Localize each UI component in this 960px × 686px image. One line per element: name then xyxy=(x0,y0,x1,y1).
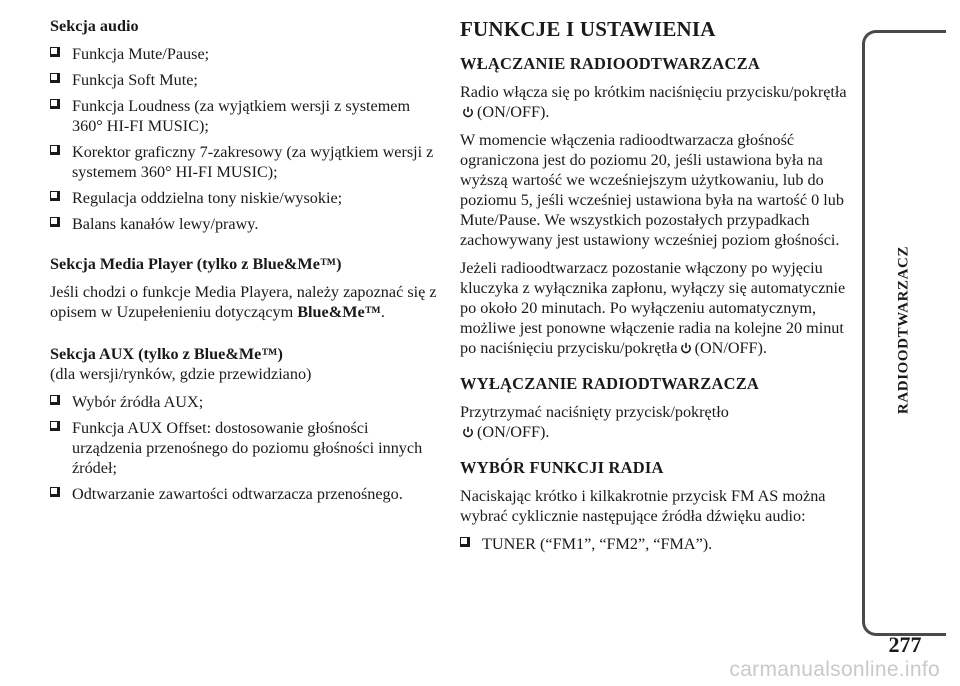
select-list xyxy=(460,534,855,554)
off-paragraph xyxy=(460,402,855,442)
checkbox-bullet-icon xyxy=(50,191,60,201)
on-paragraph-1 xyxy=(460,82,855,122)
media-heading: Sekcja Media Player (tylko z Blue&Me™) xyxy=(50,255,342,273)
power-icon xyxy=(462,106,474,118)
select-paragraph: Naciskając krótko i kilkakrotnie przycisk FM AS można wybrać cyklicznie następujące źródła dźwięku audio: xyxy=(460,487,826,525)
list-item-text: Korektor graficzny 7-zakresowy (za wyjątkiem wersji z systemem 360° HI-FI MUSIC); xyxy=(72,143,434,181)
side-tab-label-wrap xyxy=(862,30,946,636)
list-item xyxy=(460,534,855,554)
off-text: Przytrzymać naciśnięty przycisk/pokrętło xyxy=(460,403,729,421)
checkbox-bullet-icon xyxy=(50,47,60,57)
list-item xyxy=(50,96,440,136)
checkbox-bullet-icon xyxy=(50,395,60,405)
right-column xyxy=(460,16,855,560)
on-p1-text: Radio włącza się po krótkim naciśnięciu przycisku/pokrętła xyxy=(460,83,847,101)
page-number: 277 xyxy=(888,632,922,657)
list-item xyxy=(50,70,440,90)
checkbox-bullet-icon xyxy=(50,217,60,227)
power-icon xyxy=(462,426,474,438)
list-item xyxy=(50,214,440,234)
watermark: carmanualsonline.info xyxy=(729,658,940,681)
list-item-text: Funkcja Mute/Pause; xyxy=(72,45,210,63)
audio-list xyxy=(50,44,440,234)
power-icon xyxy=(680,342,692,354)
list-item xyxy=(50,44,440,64)
on-p3-onoff: (ON/OFF). xyxy=(694,339,767,357)
on-paragraph-3 xyxy=(460,258,855,358)
left-column xyxy=(50,16,440,510)
list-item-text: Funkcja Soft Mute; xyxy=(72,71,198,89)
checkbox-bullet-icon xyxy=(50,99,60,109)
list-item xyxy=(50,418,440,478)
checkbox-bullet-icon xyxy=(460,537,470,547)
on-paragraph-2: W momencie włączenia radioodtwarzacza głośność ograniczona jest do poziomu 20, jeśli ustawiona była na wyższą wartość we wcześniejszym użytkowaniu, lub do poziomu 5, jeśli wcześniej ustawiona była na wartość 0 lub Mute/Pause. We wszystkich pozostałych przypadkach zachowywany jest ustawiony wcześniej poziom głośności. xyxy=(460,131,844,249)
list-item-text: TUNER (“FM1”, “FM2”, “FMA”). xyxy=(482,535,713,553)
media-paragraph xyxy=(50,282,440,322)
media-text-end: . xyxy=(380,303,385,321)
section-title: FUNKCJE I USTAWIENIA xyxy=(460,17,716,41)
list-item xyxy=(50,188,440,208)
off-onoff: (ON/OFF). xyxy=(477,423,550,441)
side-tab-label: RADIOODTWARZACZ xyxy=(895,245,912,415)
media-text: Jeśli chodzi o funkcje Media Playera, należy zapoznać się z opisem w Uzupełenieniu dotyczącym xyxy=(50,283,437,321)
select-heading: WYBÓR FUNKCJI RADIA xyxy=(460,458,664,477)
list-item-text: Wybór źródła AUX; xyxy=(72,393,204,411)
off-heading: WYŁĄCZANIE RADIODTWARZACZA xyxy=(460,374,760,393)
aux-heading: Sekcja AUX (tylko z Blue&Me™) xyxy=(50,345,283,363)
checkbox-bullet-icon xyxy=(50,421,60,431)
list-item-text: Balans kanałów lewy/prawy. xyxy=(72,215,259,233)
media-text-bold: Blue&Me™ xyxy=(297,303,381,321)
aux-subtitle: (dla wersji/rynków, gdzie przewidziano) xyxy=(50,365,312,383)
on-p1-onoff: (ON/OFF). xyxy=(477,103,550,121)
list-item-text: Regulacja oddzielna tony niskie/wysokie; xyxy=(72,189,343,207)
list-item-text: Odtwarzanie zawartości odtwarzacza przenośnego. xyxy=(72,485,403,503)
list-item-text: Funkcja AUX Offset: dostosowanie głośności urządzenia przenośnego do poziomu głośności innych źródeł; xyxy=(72,419,423,477)
list-item-text: Funkcja Loudness (za wyjątkiem wersji z systemem 360° HI-FI MUSIC); xyxy=(72,97,411,135)
list-item xyxy=(50,392,440,412)
on-heading: WŁĄCZANIE RADIOODTWARZACZA xyxy=(460,54,760,73)
aux-list xyxy=(50,392,440,504)
list-item xyxy=(50,142,440,182)
checkbox-bullet-icon xyxy=(50,145,60,155)
audio-heading: Sekcja audio xyxy=(50,17,139,35)
checkbox-bullet-icon xyxy=(50,487,60,497)
list-item xyxy=(50,484,440,504)
checkbox-bullet-icon xyxy=(50,73,60,83)
on-p3-text: Jeżeli radioodtwarzacz pozostanie włączony po wyjęciu kluczyka z wyłącznika zapłonu, wyłączy się automatycznie po około 20 minutach. Po wyłączeniu automatycznym, możliwe jest ponowne włączenie radia na kolejne 20 minut po naciśnięciu przycisku/pokrętła xyxy=(460,259,846,357)
